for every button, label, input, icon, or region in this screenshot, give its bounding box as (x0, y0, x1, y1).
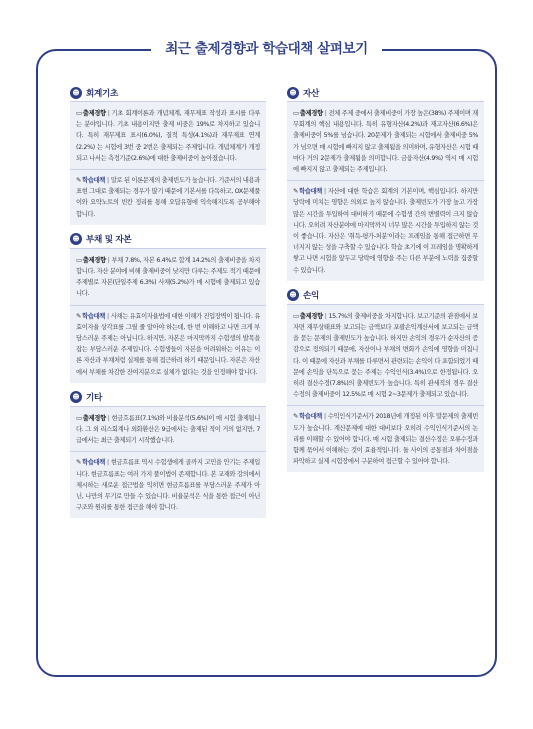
trend-paragraph (76, 108, 260, 164)
section-badge-icon: ☻ (70, 87, 82, 99)
section-header (287, 86, 484, 99)
divider: | (107, 110, 110, 117)
section-box (287, 304, 484, 406)
trend-label: 출제경향 (82, 414, 106, 422)
book-icon: ▭ (76, 109, 82, 117)
section-badge-icon: ☻ (287, 289, 299, 301)
trend-paragraph (293, 108, 478, 175)
divider: | (324, 110, 327, 117)
trend-label: 출제경향 (299, 312, 323, 320)
trend-paragraph (76, 413, 260, 447)
strategy-text: 사채는 유효이자율법에 대한 이해가 진입장벽이 됩니다. 유효이자율 상각표를 그릴 줄 알아야 하는데, 한 번 이해하고 나면 크게 부담스러운 주제는 아닙니다. 하지만, 자본은 마지막까지 수험생의 발목을 잡는 부담스러운 주제입니다. 수험생들이 자본을 어려워하는 이유는 이론 자산과 부채처럼 실체를 통해 접근하려 하기 때문입니다. 자본은 자산에서 부채를 차감한 잔여지분으로 실체가 없다는 것을 인정해야 합니다. (76, 312, 260, 376)
divider: | (107, 414, 110, 422)
trend-paragraph (293, 311, 478, 401)
strategy-label: 학습대책 (299, 413, 323, 421)
book-icon: ▭ (293, 311, 299, 320)
divider: | (107, 459, 109, 467)
section-box (70, 101, 266, 169)
trend-label: 출제경향 (299, 110, 323, 117)
strategy-box (287, 405, 484, 472)
section-box (70, 406, 266, 452)
trend-label: 출제경향 (82, 110, 106, 117)
left-column (70, 86, 266, 526)
divider: | (107, 312, 109, 320)
section-title: 회계기초 (86, 88, 119, 99)
strategy-paragraph (76, 175, 260, 220)
section-liabilities (70, 233, 266, 383)
page-title: 최근 출제경향과 학습대책 살펴보기 (151, 34, 382, 64)
strategy-label: 학습대책 (82, 177, 106, 185)
right-column (287, 86, 484, 480)
section-title: 부채 및 자본 (86, 235, 132, 246)
pencil-icon: ✎ (293, 187, 299, 196)
section-header (70, 391, 266, 404)
strategy-box (287, 180, 484, 281)
trend-label: 출제경향 (82, 256, 106, 264)
section-title: 기타 (86, 393, 103, 404)
pencil-icon: ✎ (293, 412, 299, 421)
strategy-label: 학습대책 (82, 312, 106, 320)
strategy-box (70, 169, 266, 225)
strategy-paragraph (76, 311, 260, 378)
trend-text: 전체 주제 중에서 출제비중이 가장 높은(38%) 주제이며 재무회계의 핵심 내용입니다. 특히 유형자산(4.2%)과 재고자산(6.6%)은 출제비중이 5%를 넘습니다. 20문제가 출제되는 시험에서 출제비중 5%가 넘으면 매 시험에 빠지지 않고 출제됨을 의미하며, 유형자산은 시험 때마다 거의 2문제가 출제됨을 의미합니다. 금융자산(4.9%) 역시 매 시험에 빠지지 않고 출제되는 주제입니다. (293, 110, 478, 174)
strategy-text: 현금흐름표 역시 수험생에게 골까지 고민을 안기는 주제입니다. 현금흐름표는 여러 가지 풀이법이 존재합니다. 본 교재와 강의에서 제시하는 새로운 접근법을 익히면 현금흐름표를 부담스러운 주제가 아닌, 나만의 무기로 만들 수 있습니다. 비율분석은 식을 통한 접근이 아닌 구조와 원리를 통한 접근을 해야 합니다. (76, 459, 260, 512)
strategy-box (70, 305, 266, 383)
section-badge-icon: ☻ (70, 391, 82, 403)
divider: | (324, 188, 326, 196)
divider: | (324, 413, 326, 421)
trend-paragraph (76, 255, 260, 300)
strategy-paragraph (76, 457, 260, 513)
section-badge-icon: ☻ (287, 87, 299, 99)
divider: | (107, 177, 109, 185)
section-other (70, 391, 266, 519)
title-bar (0, 34, 533, 64)
section-assets (287, 86, 484, 281)
book-icon: ▭ (76, 413, 82, 422)
book-icon: ▭ (293, 109, 299, 117)
strategy-label: 학습대책 (299, 188, 323, 196)
divider: | (324, 312, 327, 320)
section-header (287, 289, 484, 302)
section-title: 손익 (303, 291, 320, 302)
trend-text: 15.7%의 출제비중을 차지합니다. 보고기준의 관점에서 보자면 재무상태표와 보고되는 금액보다 포괄손익계산서에 보고되는 금액을 묻는 문제의 출제빈도가 높습니다. 하지만 손익의 경우가 순자산의 증감으로 정의되기 때문에, 자산이나 부채의 변화가 손익에 영향을 미칩니다. 이 때문에 자산과 부채를 다루면서 관련되는 손익이 다 포함되었기 때문에 손익을 단독으로 묻는 주제는 수익인식(3.4%)으로 한정됩니다. 오히려 결산수정(7.8%)의 출제빈도가 높습니다. 특히 관세직의 경우 결산수정의 출제비중이 12.5%로 매 시험 2~3문제가 출제되고 있습니다. (293, 312, 478, 399)
trend-text: 현금흐름표(7.1%)와 비율분석(5.6%)이 매 시험 출제됩니다. 그 외 리스회계나 외화환산은 9급에서는 출제된 적이 거의 없지만, 7급에서는 최근 출제되기 시작했습니다. (76, 414, 260, 445)
strategy-paragraph (293, 411, 478, 467)
trend-text: 부채 7.8%, 자본 6.4%로 합계 14.2%의 출제비중을 차지합니다. 자산 분야에 비해 출제비중이 낮지만 다루는 주제도 적기 때문에 주제별로 자본(단일주제 6.3%) 사채(5.2%)가 매 시험에 출제되고 있습니다. (76, 256, 260, 298)
strategy-text: 말로 된 이론문제의 출제빈도가 높습니다. 기준서의 내용과 표현 그대로 출제되는 경우가 많기 때문에 기본서를 다독하고, OX문제풀이와 요약노트의 빈칸 정리를 통해 오답유형에 익숙해지도록 공부해야 합니다. (76, 177, 260, 218)
strategy-text: 수익인식기준서가 2018년에 개정된 이후 말문제의 출제빈도가 높습니다. 계산문제에 대한 대비보다 오히려 수익인식기준서의 논리를 이해할 수 있어야 합니다. 매 시험 출제되는 결산수정은 오류수정과 함께 묶어서 이해하는 것이 효율적입니다. 둘 사이의 공통점과 차이점을 파악하고 실제 시험장에서 구분하여 접근할 수 있어야 합니다. (293, 413, 478, 466)
section-box (287, 101, 484, 180)
book-icon: ▭ (76, 255, 82, 264)
trend-text: 기초 회계이론과 개념체계, 재무제표 작성과 표시를 다루는 분야입니다. 기초 내용이지만 출제 비중은 19%로 차지하고 있습니다. 특히 재무제표 표시(6.0%), 질적 특성(4.1%)과 재무제표 연계(2.2%) 는 시험에 3번 중 2번은 출제되는 주제입니다. 개념체계가 개정되고 나서는 측정기준(2.6%)에 대한 출제비중이 높아졌습니다. (76, 110, 260, 162)
section-box (70, 248, 266, 305)
section-badge-icon: ☻ (70, 233, 82, 245)
pencil-icon: ✎ (76, 176, 82, 185)
section-header (70, 86, 266, 99)
pencil-icon: ✎ (76, 458, 82, 467)
section-profit (287, 289, 484, 473)
strategy-paragraph (293, 186, 478, 276)
section-accounting (70, 86, 266, 225)
strategy-label: 학습대책 (82, 459, 106, 467)
divider: | (107, 256, 110, 264)
section-title: 자산 (303, 88, 320, 99)
section-header (70, 233, 266, 246)
pencil-icon: ✎ (76, 311, 82, 320)
strategy-text: 자산에 대한 학습은 회계의 기본이며, 핵심입니다. 하지만 당락에 미치는 영향은 의외로 높지 않습니다. 출제빈도가 가장 높고 가장 많은 시간을 투입하여 대비하기 때문에 수험생 간의 변별력이 크지 않습니다. 오히려 자산분야에 마지막까지 너무 많은 시간을 투입하지 않는 것이 좋습니다. 자산은 '취득-평가-처분'이라는 프레임을 통해 접근하면 무너지지 않는 성을 구축할 수 있습니다. 학습 초기에 이 프레임을 명확하게 쌓고 나면 시험을 앞두고 당락에 영향을 주는 다른 부분에 노력을 집중할 수 있습니다. (293, 188, 478, 274)
strategy-box (70, 451, 266, 518)
